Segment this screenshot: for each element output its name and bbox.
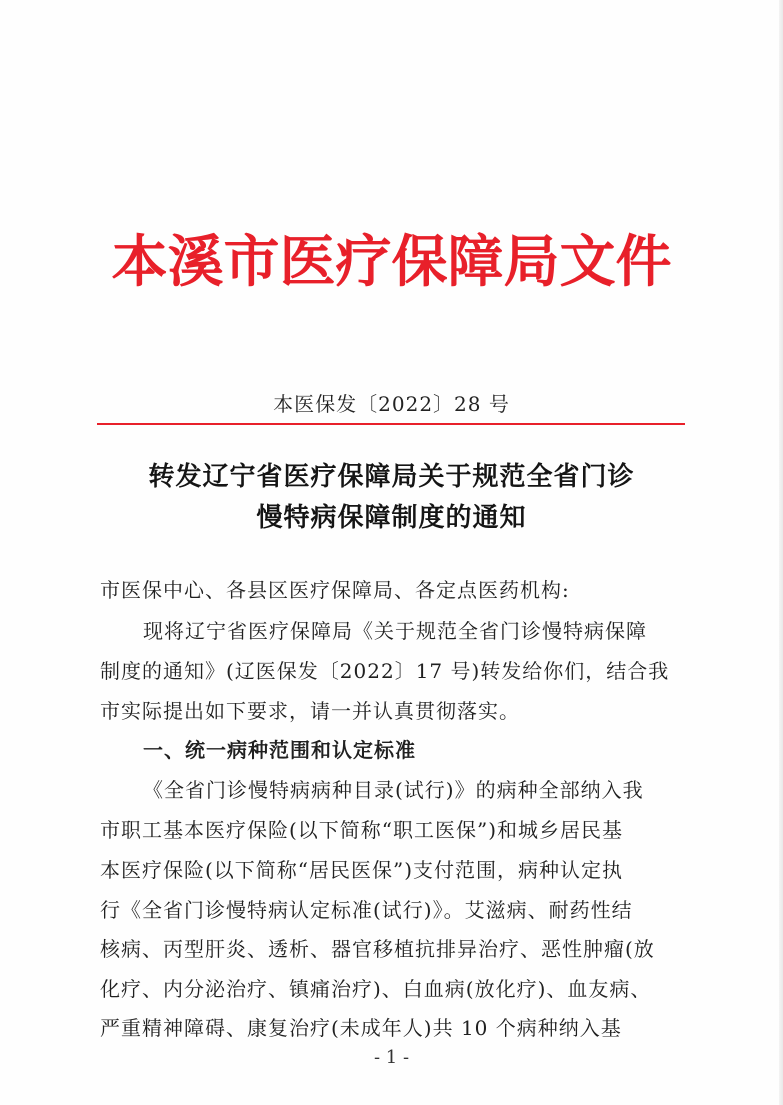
page-number: - 1 -	[373, 1047, 410, 1068]
red-separator-line	[97, 423, 685, 425]
intro-line: 现将辽宁省医疗保障局《关于规范全省门诊慢特病保障	[143, 619, 647, 643]
section-1-line: 行《全省门诊慢特病认定标准(试行)》。艾滋病、耐药性结	[100, 898, 633, 922]
intro-line: 市实际提出如下要求，请一并认真贯彻落实。	[100, 699, 520, 723]
section-1-line: 化疗、内分泌治疗、镇痛治疗)、白血病(放化疗)、血友病、	[100, 977, 652, 1001]
scan-edge	[779, 0, 783, 1105]
section-1-line: 市职工基本医疗保险(以下简称“职工医保”)和城乡居民基	[100, 818, 624, 842]
notice-title-line-1: 转发辽宁省医疗保障局关于规范全省门诊	[148, 462, 635, 492]
section-1-line: 核病、丙型肝炎、透析、器官移植抗排异治疗、恶性肿瘤(放	[100, 937, 655, 961]
notice-title-line-2: 慢特病保障制度的通知	[256, 503, 527, 533]
section-1-heading: 一、统一病种范围和认定标准	[143, 738, 416, 762]
intro-line: 制度的通知》(辽医保发〔2022〕17 号)转发给你们，结合我	[100, 659, 670, 683]
issuer-header-title: 本溪市医疗保障局文件	[111, 229, 672, 295]
recipients-line: 市医保中心、各县区医疗保障局、各定点医药机构:	[100, 578, 570, 602]
section-1-line: 本医疗保险(以下简称“居民医保”)支付范围，病种认定执	[100, 858, 624, 882]
section-1-line: 《全省门诊慢特病病种目录(试行)》的病种全部纳入我	[143, 778, 644, 802]
document-number: 本医保发〔2022〕28 号	[273, 392, 510, 416]
section-1-line: 严重精神障碍、康复治疗(未成年人)共 10 个病种纳入基	[100, 1016, 622, 1040]
